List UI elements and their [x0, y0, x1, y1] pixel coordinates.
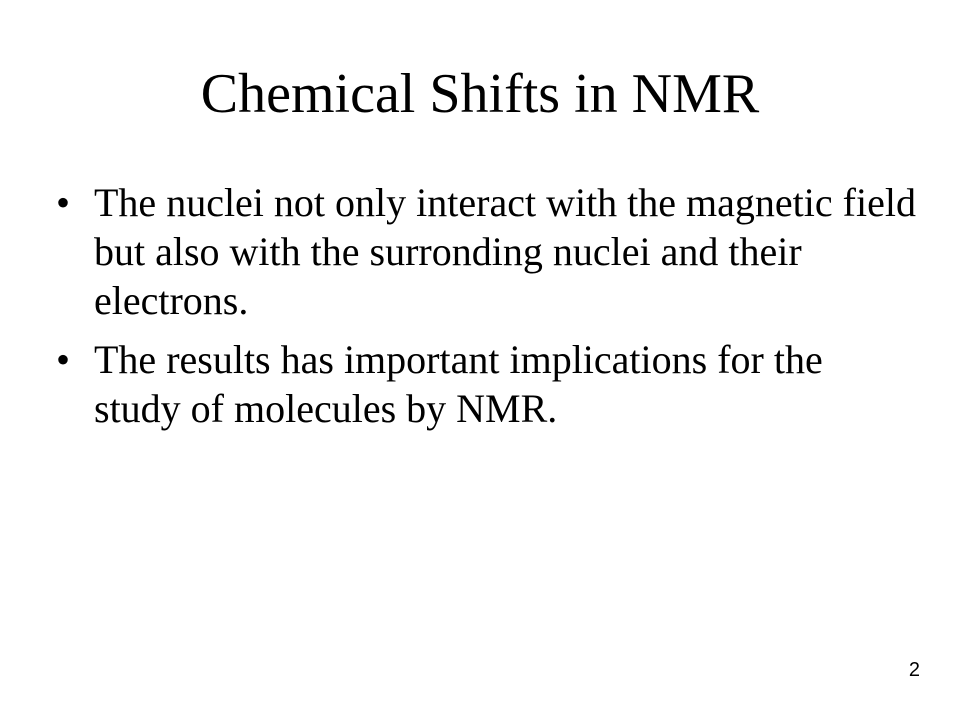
slide-title: Chemical Shifts in NMR — [200, 63, 760, 125]
bullet-text: The nuclei not only interact with the magnetic field but also with the surronding nuclei and their electrons. — [94, 180, 916, 323]
bullet-item — [56, 335, 916, 433]
bullet-icon: • — [56, 337, 71, 382]
bullet-icon: • — [56, 180, 71, 225]
bullet-list — [56, 178, 916, 443]
bullet-text: The results has important implications for the study of molecules by NMR. — [94, 337, 823, 431]
bullet-item — [56, 178, 916, 325]
page-number: 2 — [908, 659, 920, 681]
